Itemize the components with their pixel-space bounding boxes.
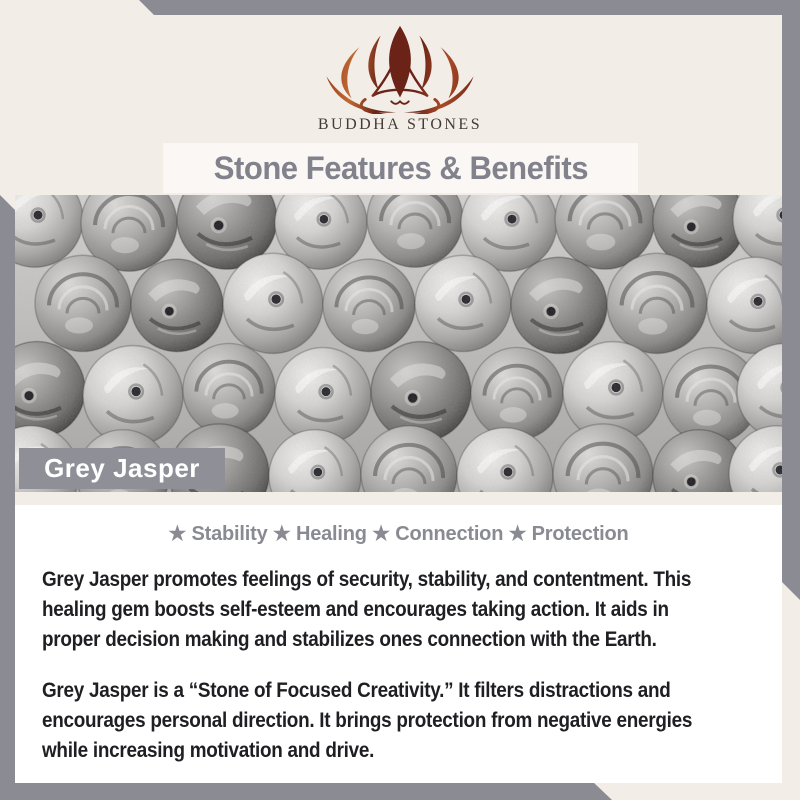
paragraph-line: Grey Jasper promotes feelings of security, stability, and contentment. This	[42, 568, 692, 591]
paragraph-line: Grey Jasper is a “Stone of Focused Creativity.” It filters distractions and	[42, 679, 671, 702]
paragraph-line: healing gem boosts self-esteem and encourages taking action. It aids in	[42, 598, 669, 621]
lotus-meditation-icon	[318, 22, 482, 114]
page-title: Stone Features & Benefits	[213, 149, 588, 186]
brand-header	[0, 0, 800, 134]
paragraph-line: encourages personal direction. It brings protection from negative energies	[42, 709, 693, 732]
description-paragraph-1	[42, 565, 692, 655]
paragraph-line: proper decision making and stabilizes ones connection with the Earth.	[42, 628, 657, 651]
brand-name: BUDDHA STONES	[317, 116, 483, 133]
section-title-band	[163, 143, 638, 193]
frame-bottom-bar	[0, 782, 612, 800]
benefits-line: ★ Stability ★ Healing ★ Connection ★ Protection	[168, 523, 629, 545]
frame-left-bar	[0, 195, 15, 800]
bead-photo	[15, 195, 782, 492]
info-panel	[15, 505, 782, 783]
description-paragraph-2	[42, 676, 693, 766]
paragraph-line: while increasing motivation and drive.	[42, 739, 375, 762]
stone-name-label: Grey Jasper	[19, 448, 225, 489]
